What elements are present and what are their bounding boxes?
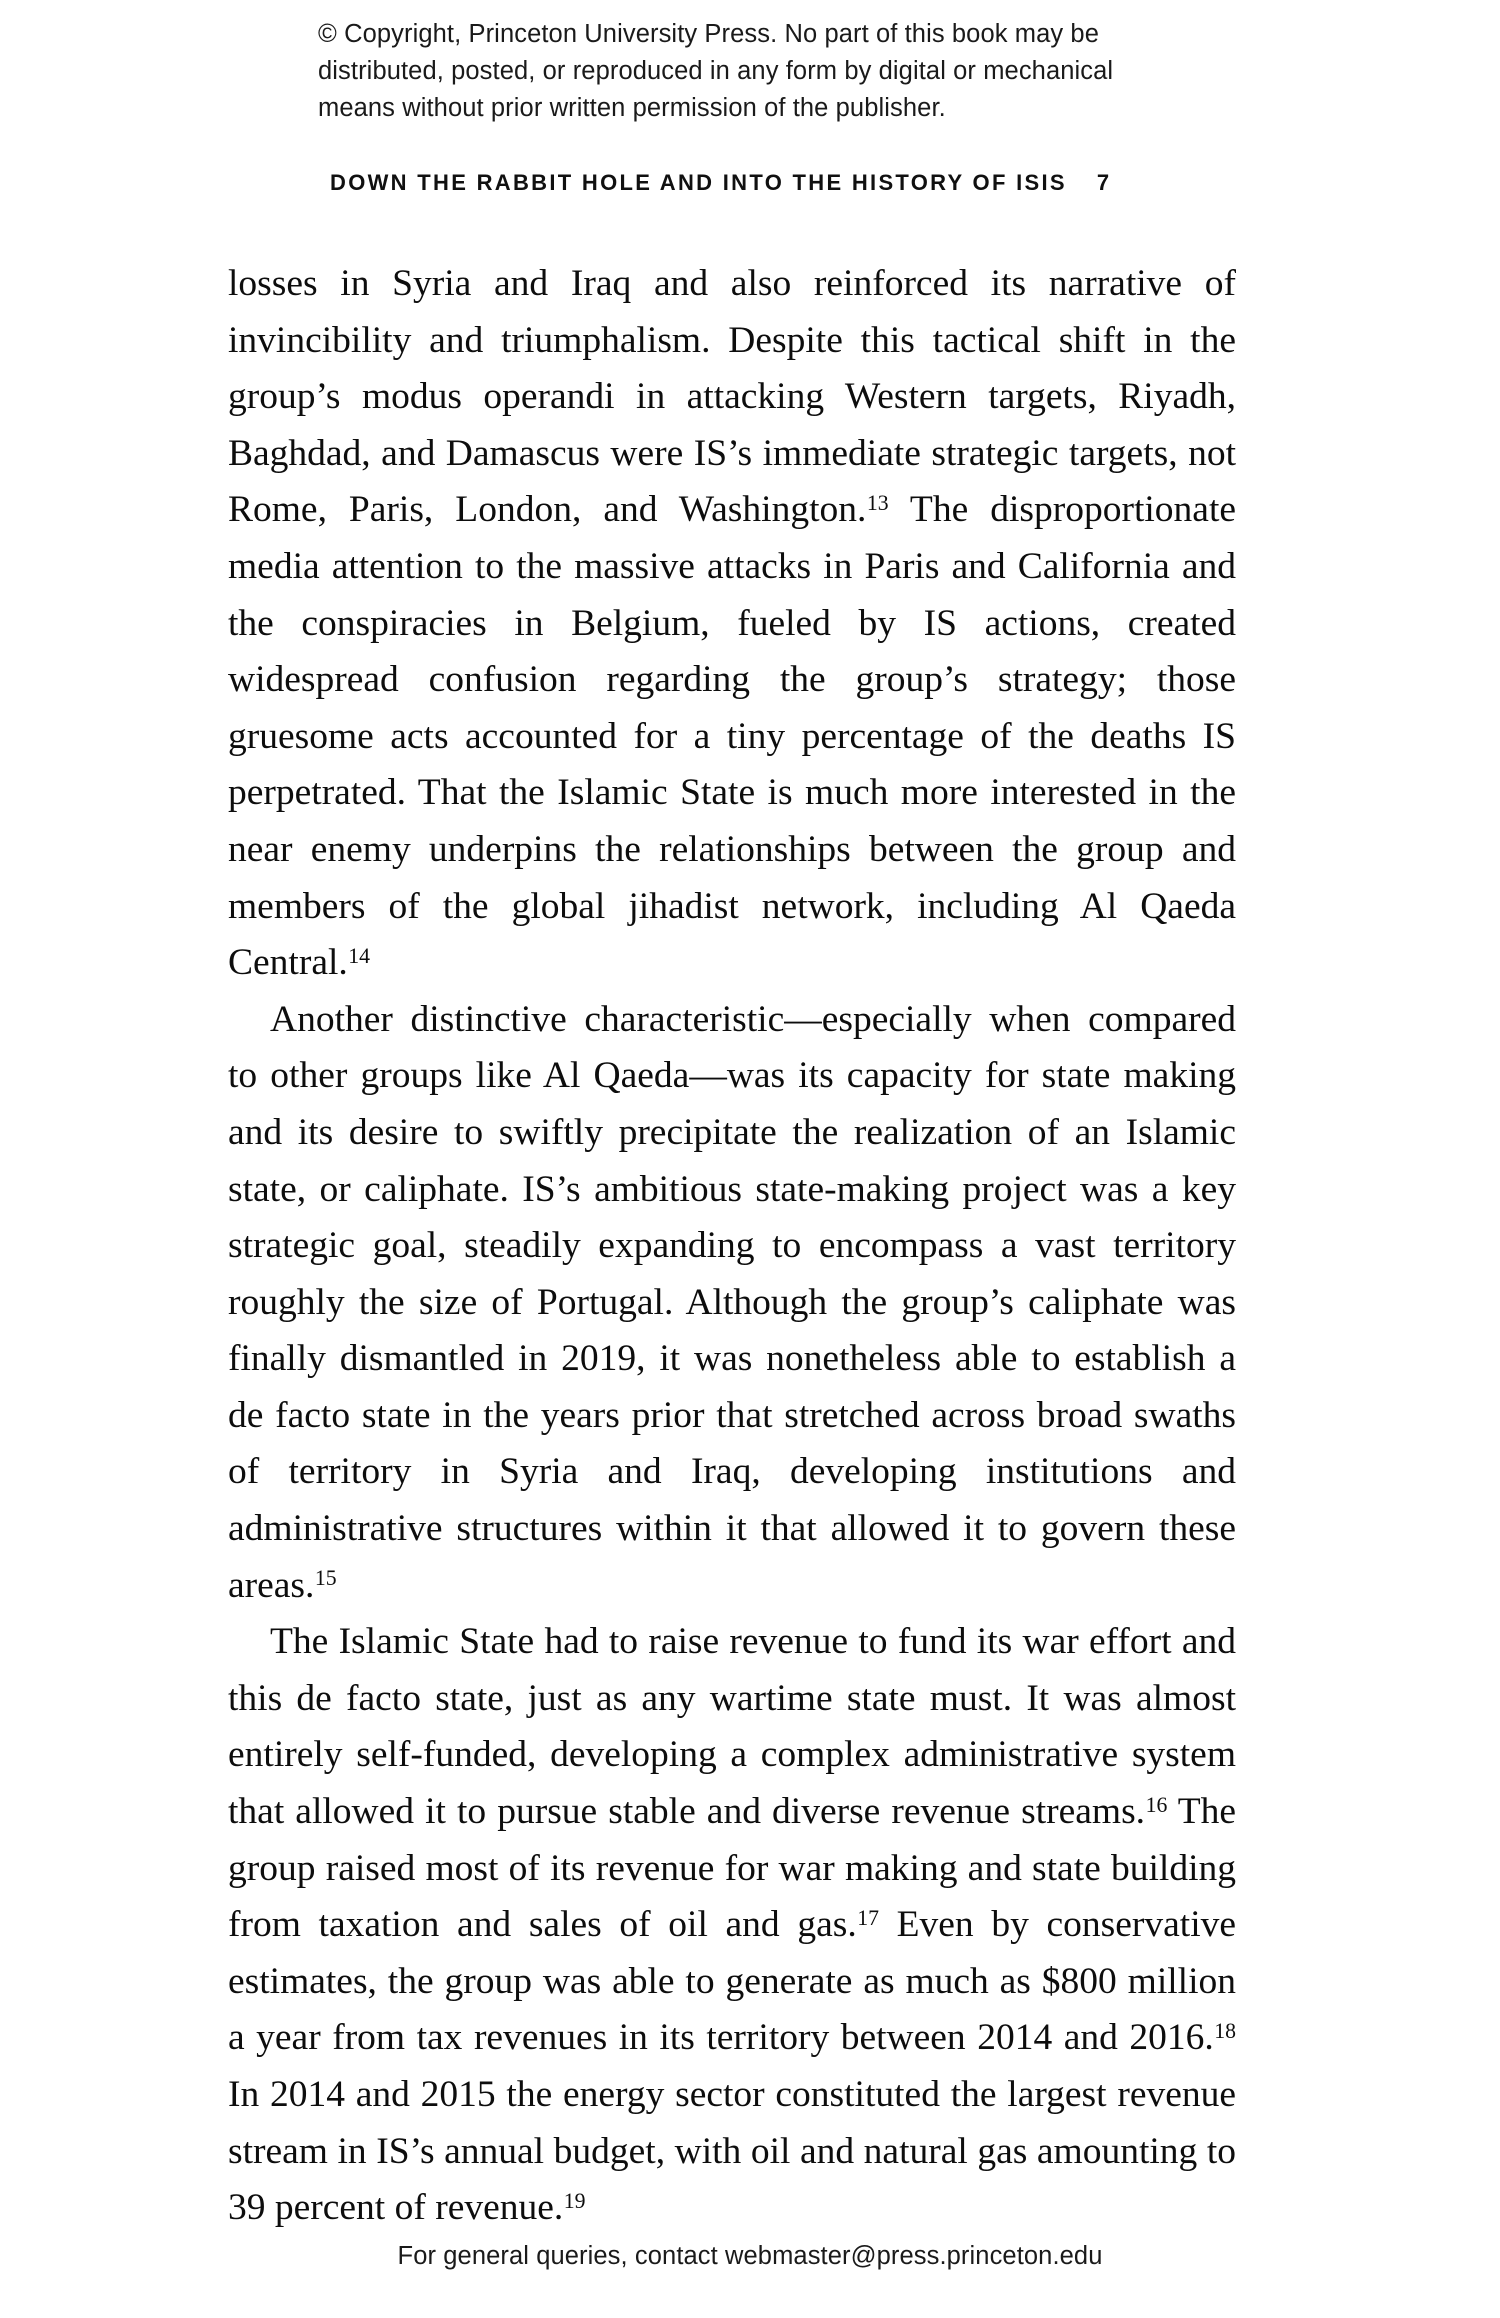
footnote-marker-18: 18 [1214, 2019, 1236, 2044]
paragraph-1-text-a: losses in Syria and Iraq and also reinforced its narrative of invincibility and triumphalism. Despite this tactical shift in the group’s modus operandi in attacking Western targets, Riyadh, Baghdad, and Damascus were IS’s immediate strategic targets, not Rome, Paris, London, and Washington. [228, 263, 1236, 531]
paragraph-1-text-b: The disproportionate media attention to the massive attacks in Paris and California and the conspiracies in Belgium, fueled by IS actions, created widespread confusion regarding the group’s strategy; those gruesome acts accounted for a tiny percentage of the deaths IS perpetrated. That the Islamic State is much more interested in the near enemy underpins the relationships between the group and members of the global jihadist network, including Al Qaeda Central. [228, 489, 1237, 984]
copyright-notice [318, 16, 1218, 127]
paragraph-3 [228, 1614, 1236, 2237]
footer-queries-line: For general queries, contact webmaster@press.princeton.edu [397, 2242, 1103, 2270]
copyright-line-3: means without prior written permission of the publisher. [318, 94, 946, 122]
copyright-line-1: © Copyright, Princeton University Press. No part of this book may be [318, 20, 1099, 48]
page-number: 7 [1096, 170, 1110, 195]
footnote-marker-15: 15 [314, 1566, 337, 1591]
paragraph-3-text-b: The group raised most of its revenue for war making and state building from taxation and sales of oil and gas. [228, 1791, 1237, 1946]
footnote-marker-14: 14 [348, 943, 371, 968]
footnote-marker-17: 17 [857, 1905, 879, 1930]
paragraph-3-text-d: In 2014 and 2015 the energy sector constituted the largest revenue stream in IS’s annual budget, with oil and natural gas amounting to 39 percent of revenue. [228, 2074, 1236, 2229]
paragraph-2 [228, 992, 1236, 1615]
running-head [330, 170, 1230, 196]
paragraph-2-text-a: Another distinctive characteristic—especially when compared to other groups like Al Qaeda—was its capacity for state making and its desire to swiftly precipitate the realization of an Islamic state, or caliphate. IS’s ambitious state-making project was a key strategic goal, steadily expanding to encompass a vast territory roughly the size of Portugal. Although the group’s caliphate was finally dismantled in 2019, it was nonetheless able to establish a de facto state in the years prior that stretched across broad swaths of territory in Syria and Iraq, developing institutions and administrative structures within it that allowed it to govern these areas. [228, 998, 1236, 1606]
footnote-marker-16: 16 [1145, 1792, 1168, 1817]
paragraph-3-text-c: Even by conservative estimates, the group was able to generate as much as $800 million a year from tax revenues in its territory between 2014 and 2016. [228, 1904, 1237, 2059]
body-text [228, 256, 1236, 2237]
paragraph-1 [228, 256, 1236, 992]
paragraph-3-text-a: The Islamic State had to raise revenue to fund its war effort and this de facto state, just as any wartime state must. It was almost entirely self-funded, developing a complex administrative system that allowed it to pursue stable and diverse revenue streams. [228, 1621, 1236, 1833]
copyright-line-2: distributed, posted, or reproduced in any form by digital or mechanical [318, 57, 1114, 85]
footnote-marker-13: 13 [866, 491, 889, 516]
running-head-title: DOWN THE RABBIT HOLE AND INTO THE HISTORY OF ISIS [330, 170, 1067, 195]
footnote-marker-19: 19 [563, 2188, 586, 2213]
